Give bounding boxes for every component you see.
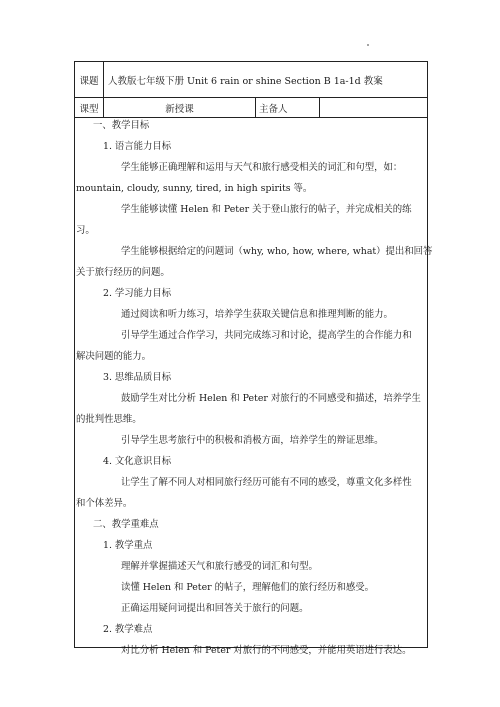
paragraph-line: 读懂 Helen 和 Peter 的帖子，理解他们的旅行经历和感受。 bbox=[121, 582, 374, 593]
divider bbox=[255, 98, 256, 117]
sub-heading: 2. 教学难点 bbox=[103, 624, 153, 635]
sub-heading: 2. 学习能力目标 bbox=[103, 288, 172, 299]
paragraph-line: 鼓励学生对比分析 Helen 和 Peter 对旅行的不同感受和描述，培养学生 bbox=[121, 393, 421, 404]
type-value: 新授课 bbox=[165, 103, 194, 115]
section-heading: 二、教学重难点 bbox=[93, 519, 159, 530]
paragraph-line: 对比分析 Helen 和 Peter 对旅行的不同感受，并能用英语进行表达。 bbox=[121, 645, 412, 656]
scan-dot bbox=[367, 44, 369, 46]
type-label: 课型 bbox=[79, 103, 99, 115]
paragraph-line: 关于旅行经历的问题。 bbox=[76, 267, 170, 278]
paragraph-line: 解决问题的能力。 bbox=[76, 351, 152, 362]
section-heading: 一、教学目标 bbox=[93, 120, 150, 131]
paragraph-line: 学生能够正确理解和运用与天气和旅行感受相关的词汇和句型，如： bbox=[121, 162, 403, 173]
paragraph-line: mountain, cloudy, sunny, tired, in high spirits 等。 bbox=[76, 183, 313, 194]
paragraph-line: 让学生了解不同人对相同旅行经历可能有不同的感受，尊重文化多样性 bbox=[121, 477, 412, 488]
paragraph-line: 引导学生思考旅行中的积极和消极方面，培养学生的辩证思维。 bbox=[121, 435, 384, 446]
paragraph-line: 和个体差异。 bbox=[76, 498, 133, 509]
divider bbox=[103, 62, 104, 97]
paragraph-line: 正确运用疑问词提出和回答关于旅行的问题。 bbox=[121, 603, 309, 614]
paragraph-line: 习。 bbox=[76, 225, 95, 236]
paragraph-line: 学生能够读懂 Helen 和 Peter 关于登山旅行的帖子，并完成相关的练 bbox=[121, 204, 412, 215]
sub-heading: 3. 思维品质目标 bbox=[103, 372, 172, 383]
lesson-plan-table bbox=[74, 61, 433, 656]
type-row bbox=[75, 98, 427, 118]
paragraph-line: 理解并掌握描述天气和旅行感受的词汇和句型。 bbox=[121, 561, 318, 572]
preparer-label: 主备人 bbox=[259, 103, 288, 115]
sub-heading: 4. 文化意识目标 bbox=[103, 456, 172, 467]
topic-row bbox=[75, 62, 427, 98]
paragraph-line: 学生能够根据给定的问题词（why, who, how, where, what）提出和回答 bbox=[121, 246, 433, 257]
sub-heading: 1. 教学重点 bbox=[103, 540, 153, 551]
paragraph-line: 引导学生通过合作学习，共同完成练习和讨论，提高学生的合作能力和 bbox=[121, 330, 412, 341]
topic-label: 课题 bbox=[79, 75, 99, 87]
sub-heading: 1. 语言能力目标 bbox=[103, 141, 172, 152]
paragraph-line: 的批判性思维。 bbox=[76, 414, 142, 425]
paragraph-line: 通过阅读和听力练习，培养学生获取关键信息和推理判断的能力。 bbox=[121, 309, 393, 320]
divider bbox=[319, 98, 320, 117]
lesson-content bbox=[75, 118, 433, 656]
topic-value: 人教版七年级下册 Unit 6 rain or shine Section B 1a-1d 教案 bbox=[108, 75, 383, 87]
